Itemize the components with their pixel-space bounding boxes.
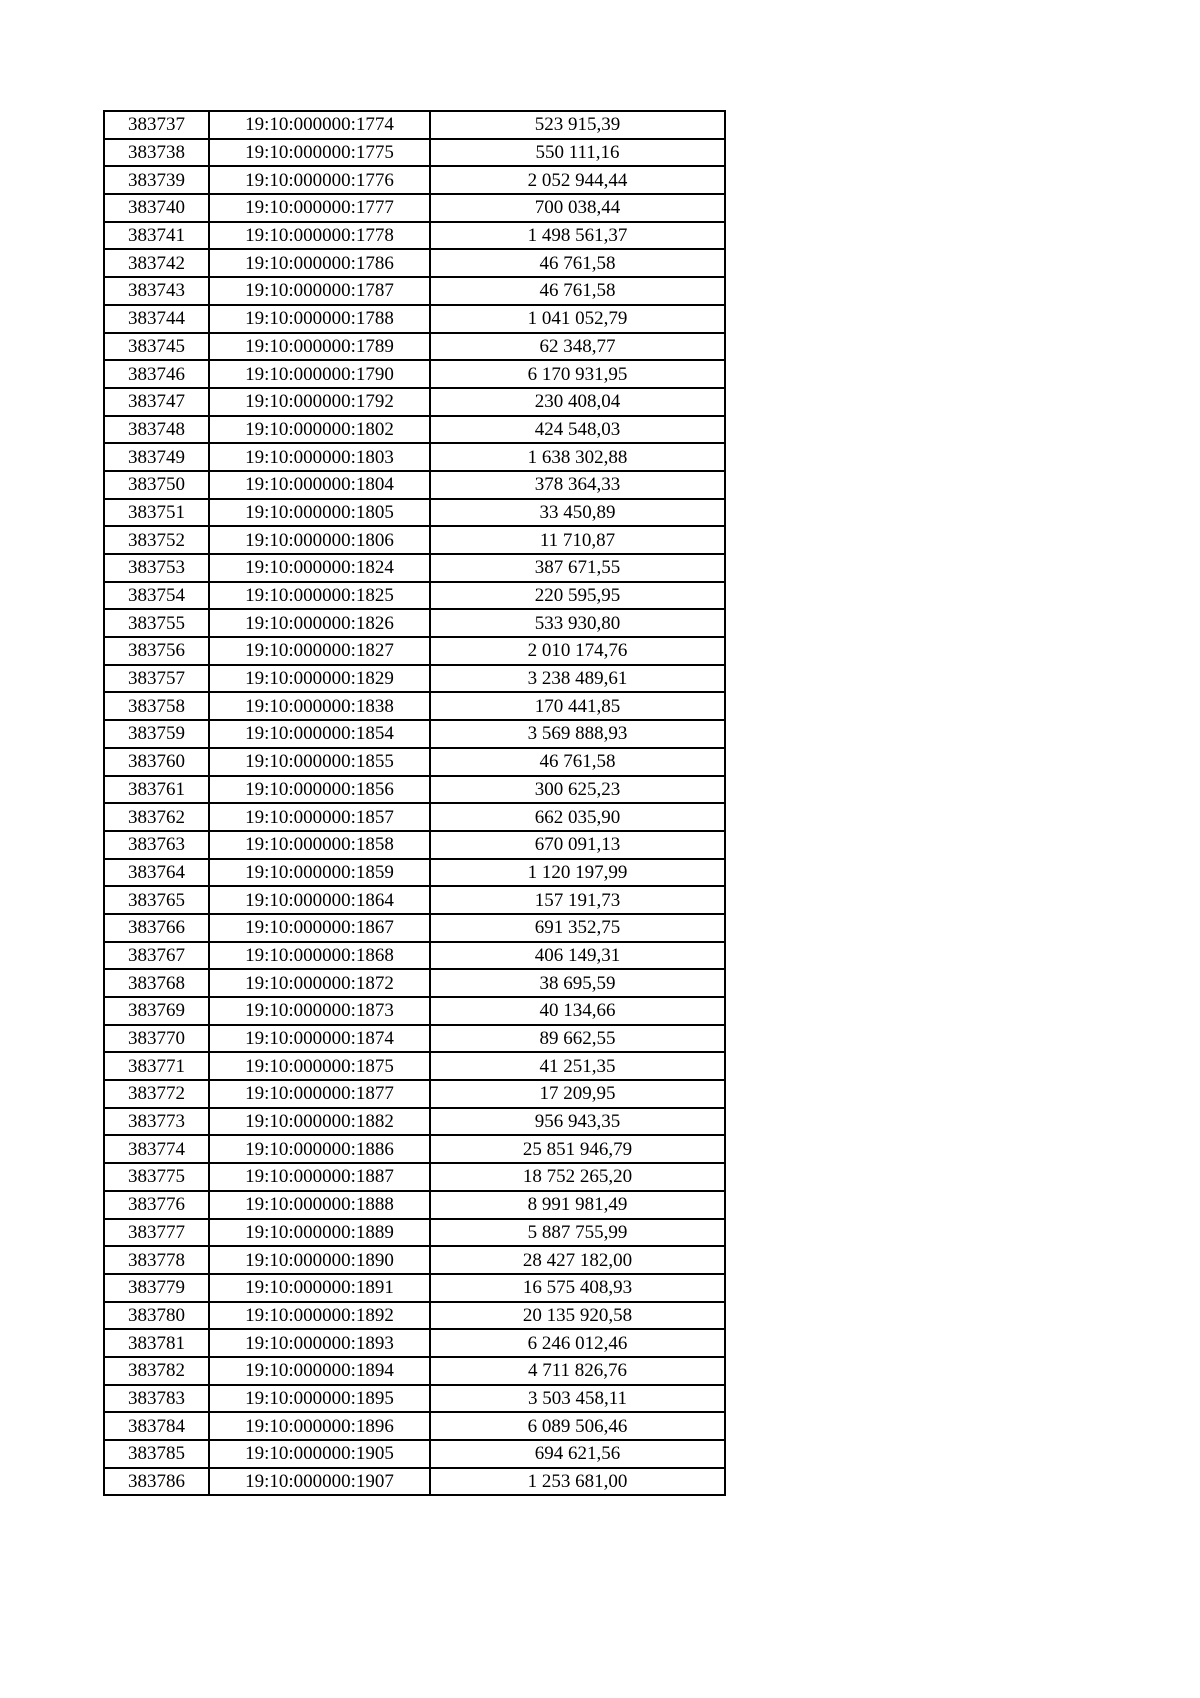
table-row <box>104 333 725 361</box>
row-id-cell: 383781 <box>104 1329 209 1357</box>
value-cell: 11 710,87 <box>430 526 725 554</box>
cadastral-number-cell: 19:10:000000:1856 <box>209 776 430 804</box>
table-row <box>104 277 725 305</box>
table-row <box>104 443 725 471</box>
cadastral-number-cell: 19:10:000000:1787 <box>209 277 430 305</box>
cadastral-number-cell: 19:10:000000:1890 <box>209 1246 430 1274</box>
cadastral-number-cell: 19:10:000000:1867 <box>209 914 430 942</box>
table-row <box>104 249 725 277</box>
cadastral-number-cell: 19:10:000000:1803 <box>209 443 430 471</box>
table-row <box>104 748 725 776</box>
value-cell: 220 595,95 <box>430 582 725 610</box>
value-cell: 1 498 561,37 <box>430 222 725 250</box>
cadastral-number-cell: 19:10:000000:1854 <box>209 720 430 748</box>
row-id-cell: 383747 <box>104 388 209 416</box>
cadastral-number-cell: 19:10:000000:1889 <box>209 1219 430 1247</box>
value-cell: 670 091,13 <box>430 831 725 859</box>
row-id-cell: 383744 <box>104 305 209 333</box>
value-cell: 157 191,73 <box>430 886 725 914</box>
table-row <box>104 1080 725 1108</box>
value-cell: 2 052 944,44 <box>430 166 725 194</box>
value-cell: 25 851 946,79 <box>430 1135 725 1163</box>
table-row <box>104 720 725 748</box>
row-id-cell: 383778 <box>104 1246 209 1274</box>
value-cell: 387 671,55 <box>430 554 725 582</box>
value-cell: 1 120 197,99 <box>430 859 725 887</box>
table-row <box>104 499 725 527</box>
table-row <box>104 1302 725 1330</box>
table-row <box>104 665 725 693</box>
value-cell: 38 695,59 <box>430 969 725 997</box>
row-id-cell: 383743 <box>104 277 209 305</box>
row-id-cell: 383738 <box>104 139 209 167</box>
table-row <box>104 1108 725 1136</box>
table-row <box>104 692 725 720</box>
value-cell: 300 625,23 <box>430 776 725 804</box>
value-cell: 956 943,35 <box>430 1108 725 1136</box>
table-row <box>104 1052 725 1080</box>
row-id-cell: 383785 <box>104 1440 209 1468</box>
row-id-cell: 383753 <box>104 554 209 582</box>
cadastral-number-cell: 19:10:000000:1776 <box>209 166 430 194</box>
row-id-cell: 383766 <box>104 914 209 942</box>
row-id-cell: 383746 <box>104 360 209 388</box>
cadastral-number-cell: 19:10:000000:1896 <box>209 1412 430 1440</box>
value-cell: 6 170 931,95 <box>430 360 725 388</box>
row-id-cell: 383773 <box>104 1108 209 1136</box>
cadastral-number-cell: 19:10:000000:1802 <box>209 416 430 444</box>
value-cell: 378 364,33 <box>430 471 725 499</box>
value-cell: 89 662,55 <box>430 1025 725 1053</box>
row-id-cell: 383784 <box>104 1412 209 1440</box>
row-id-cell: 383755 <box>104 609 209 637</box>
cadastral-number-cell: 19:10:000000:1824 <box>209 554 430 582</box>
cadastral-number-cell: 19:10:000000:1873 <box>209 997 430 1025</box>
row-id-cell: 383750 <box>104 471 209 499</box>
row-id-cell: 383739 <box>104 166 209 194</box>
table-row <box>104 1385 725 1413</box>
row-id-cell: 383772 <box>104 1080 209 1108</box>
table-row <box>104 776 725 804</box>
row-id-cell: 383771 <box>104 1052 209 1080</box>
row-id-cell: 383764 <box>104 859 209 887</box>
value-cell: 46 761,58 <box>430 249 725 277</box>
row-id-cell: 383786 <box>104 1468 209 1496</box>
value-cell: 523 915,39 <box>430 111 725 139</box>
table-row <box>104 997 725 1025</box>
table-body <box>104 111 725 1495</box>
value-cell: 3 238 489,61 <box>430 665 725 693</box>
table-row <box>104 831 725 859</box>
cadastral-number-cell: 19:10:000000:1891 <box>209 1274 430 1302</box>
table-row <box>104 609 725 637</box>
cadastral-value-table <box>103 110 726 1496</box>
table-row <box>104 637 725 665</box>
table-row <box>104 1135 725 1163</box>
table-row <box>104 554 725 582</box>
table-row <box>104 859 725 887</box>
row-id-cell: 383741 <box>104 222 209 250</box>
row-id-cell: 383737 <box>104 111 209 139</box>
table-row <box>104 166 725 194</box>
cadastral-number-cell: 19:10:000000:1894 <box>209 1357 430 1385</box>
row-id-cell: 383779 <box>104 1274 209 1302</box>
value-cell: 46 761,58 <box>430 277 725 305</box>
table-row <box>104 305 725 333</box>
table-row <box>104 1163 725 1191</box>
value-cell: 17 209,95 <box>430 1080 725 1108</box>
table-row <box>104 471 725 499</box>
value-cell: 662 035,90 <box>430 803 725 831</box>
cadastral-number-cell: 19:10:000000:1827 <box>209 637 430 665</box>
row-id-cell: 383745 <box>104 333 209 361</box>
value-cell: 170 441,85 <box>430 692 725 720</box>
value-cell: 46 761,58 <box>430 748 725 776</box>
value-cell: 40 134,66 <box>430 997 725 1025</box>
table-row <box>104 360 725 388</box>
row-id-cell: 383759 <box>104 720 209 748</box>
row-id-cell: 383740 <box>104 194 209 222</box>
value-cell: 8 991 981,49 <box>430 1191 725 1219</box>
cadastral-number-cell: 19:10:000000:1790 <box>209 360 430 388</box>
cadastral-number-cell: 19:10:000000:1877 <box>209 1080 430 1108</box>
cadastral-number-cell: 19:10:000000:1804 <box>209 471 430 499</box>
cadastral-number-cell: 19:10:000000:1888 <box>209 1191 430 1219</box>
cadastral-number-cell: 19:10:000000:1789 <box>209 333 430 361</box>
value-cell: 5 887 755,99 <box>430 1219 725 1247</box>
row-id-cell: 383742 <box>104 249 209 277</box>
table-row <box>104 803 725 831</box>
cadastral-number-cell: 19:10:000000:1806 <box>209 526 430 554</box>
row-id-cell: 383782 <box>104 1357 209 1385</box>
table-row <box>104 1468 725 1496</box>
row-id-cell: 383749 <box>104 443 209 471</box>
cadastral-number-cell: 19:10:000000:1786 <box>209 249 430 277</box>
row-id-cell: 383758 <box>104 692 209 720</box>
cadastral-number-cell: 19:10:000000:1788 <box>209 305 430 333</box>
table-row <box>104 1329 725 1357</box>
cadastral-number-cell: 19:10:000000:1774 <box>209 111 430 139</box>
value-cell: 691 352,75 <box>430 914 725 942</box>
row-id-cell: 383768 <box>104 969 209 997</box>
value-cell: 6 246 012,46 <box>430 1329 725 1357</box>
cadastral-number-cell: 19:10:000000:1875 <box>209 1052 430 1080</box>
value-cell: 1 253 681,00 <box>430 1468 725 1496</box>
row-id-cell: 383767 <box>104 942 209 970</box>
cadastral-number-cell: 19:10:000000:1829 <box>209 665 430 693</box>
value-cell: 533 930,80 <box>430 609 725 637</box>
table-row <box>104 194 725 222</box>
cadastral-number-cell: 19:10:000000:1893 <box>209 1329 430 1357</box>
row-id-cell: 383760 <box>104 748 209 776</box>
row-id-cell: 383780 <box>104 1302 209 1330</box>
value-cell: 1 638 302,88 <box>430 443 725 471</box>
cadastral-number-cell: 19:10:000000:1792 <box>209 388 430 416</box>
cadastral-number-cell: 19:10:000000:1907 <box>209 1468 430 1496</box>
value-cell: 6 089 506,46 <box>430 1412 725 1440</box>
row-id-cell: 383751 <box>104 499 209 527</box>
row-id-cell: 383763 <box>104 831 209 859</box>
table-row <box>104 1274 725 1302</box>
cadastral-number-cell: 19:10:000000:1777 <box>209 194 430 222</box>
row-id-cell: 383765 <box>104 886 209 914</box>
cadastral-number-cell: 19:10:000000:1895 <box>209 1385 430 1413</box>
cadastral-number-cell: 19:10:000000:1825 <box>209 582 430 610</box>
value-cell: 16 575 408,93 <box>430 1274 725 1302</box>
cadastral-number-cell: 19:10:000000:1778 <box>209 222 430 250</box>
table-row <box>104 1440 725 1468</box>
cadastral-number-cell: 19:10:000000:1859 <box>209 859 430 887</box>
table-row <box>104 582 725 610</box>
cadastral-number-cell: 19:10:000000:1855 <box>209 748 430 776</box>
value-cell: 700 038,44 <box>430 194 725 222</box>
cadastral-number-cell: 19:10:000000:1874 <box>209 1025 430 1053</box>
table-row <box>104 942 725 970</box>
row-id-cell: 383756 <box>104 637 209 665</box>
cadastral-number-cell: 19:10:000000:1838 <box>209 692 430 720</box>
table-row <box>104 139 725 167</box>
table-row <box>104 914 725 942</box>
value-cell: 230 408,04 <box>430 388 725 416</box>
row-id-cell: 383777 <box>104 1219 209 1247</box>
cadastral-number-cell: 19:10:000000:1826 <box>209 609 430 637</box>
cadastral-number-cell: 19:10:000000:1805 <box>209 499 430 527</box>
value-cell: 424 548,03 <box>430 416 725 444</box>
table-row <box>104 1219 725 1247</box>
table-row <box>104 1412 725 1440</box>
row-id-cell: 383752 <box>104 526 209 554</box>
cadastral-number-cell: 19:10:000000:1864 <box>209 886 430 914</box>
value-cell: 4 711 826,76 <box>430 1357 725 1385</box>
table-row <box>104 526 725 554</box>
value-cell: 406 149,31 <box>430 942 725 970</box>
table-row <box>104 222 725 250</box>
table-row <box>104 1357 725 1385</box>
row-id-cell: 383748 <box>104 416 209 444</box>
row-id-cell: 383761 <box>104 776 209 804</box>
cadastral-number-cell: 19:10:000000:1882 <box>209 1108 430 1136</box>
value-cell: 3 503 458,11 <box>430 1385 725 1413</box>
cadastral-number-cell: 19:10:000000:1887 <box>209 1163 430 1191</box>
table-row <box>104 1025 725 1053</box>
table-row <box>104 111 725 139</box>
row-id-cell: 383783 <box>104 1385 209 1413</box>
table-row <box>104 1191 725 1219</box>
row-id-cell: 383757 <box>104 665 209 693</box>
value-cell: 33 450,89 <box>430 499 725 527</box>
value-cell: 2 010 174,76 <box>430 637 725 665</box>
row-id-cell: 383762 <box>104 803 209 831</box>
cadastral-number-cell: 19:10:000000:1775 <box>209 139 430 167</box>
cadastral-number-cell: 19:10:000000:1892 <box>209 1302 430 1330</box>
value-cell: 1 041 052,79 <box>430 305 725 333</box>
value-cell: 28 427 182,00 <box>430 1246 725 1274</box>
row-id-cell: 383774 <box>104 1135 209 1163</box>
cadastral-number-cell: 19:10:000000:1872 <box>209 969 430 997</box>
value-cell: 20 135 920,58 <box>430 1302 725 1330</box>
cadastral-number-cell: 19:10:000000:1858 <box>209 831 430 859</box>
value-cell: 694 621,56 <box>430 1440 725 1468</box>
cadastral-number-cell: 19:10:000000:1868 <box>209 942 430 970</box>
cadastral-number-cell: 19:10:000000:1905 <box>209 1440 430 1468</box>
value-cell: 41 251,35 <box>430 1052 725 1080</box>
row-id-cell: 383775 <box>104 1163 209 1191</box>
value-cell: 62 348,77 <box>430 333 725 361</box>
table-row <box>104 416 725 444</box>
cadastral-number-cell: 19:10:000000:1857 <box>209 803 430 831</box>
row-id-cell: 383754 <box>104 582 209 610</box>
value-cell: 18 752 265,20 <box>430 1163 725 1191</box>
value-cell: 550 111,16 <box>430 139 725 167</box>
cadastral-number-cell: 19:10:000000:1886 <box>209 1135 430 1163</box>
row-id-cell: 383769 <box>104 997 209 1025</box>
table-row <box>104 969 725 997</box>
row-id-cell: 383770 <box>104 1025 209 1053</box>
table-row <box>104 886 725 914</box>
table-row <box>104 1246 725 1274</box>
value-cell: 3 569 888,93 <box>430 720 725 748</box>
table-row <box>104 388 725 416</box>
row-id-cell: 383776 <box>104 1191 209 1219</box>
